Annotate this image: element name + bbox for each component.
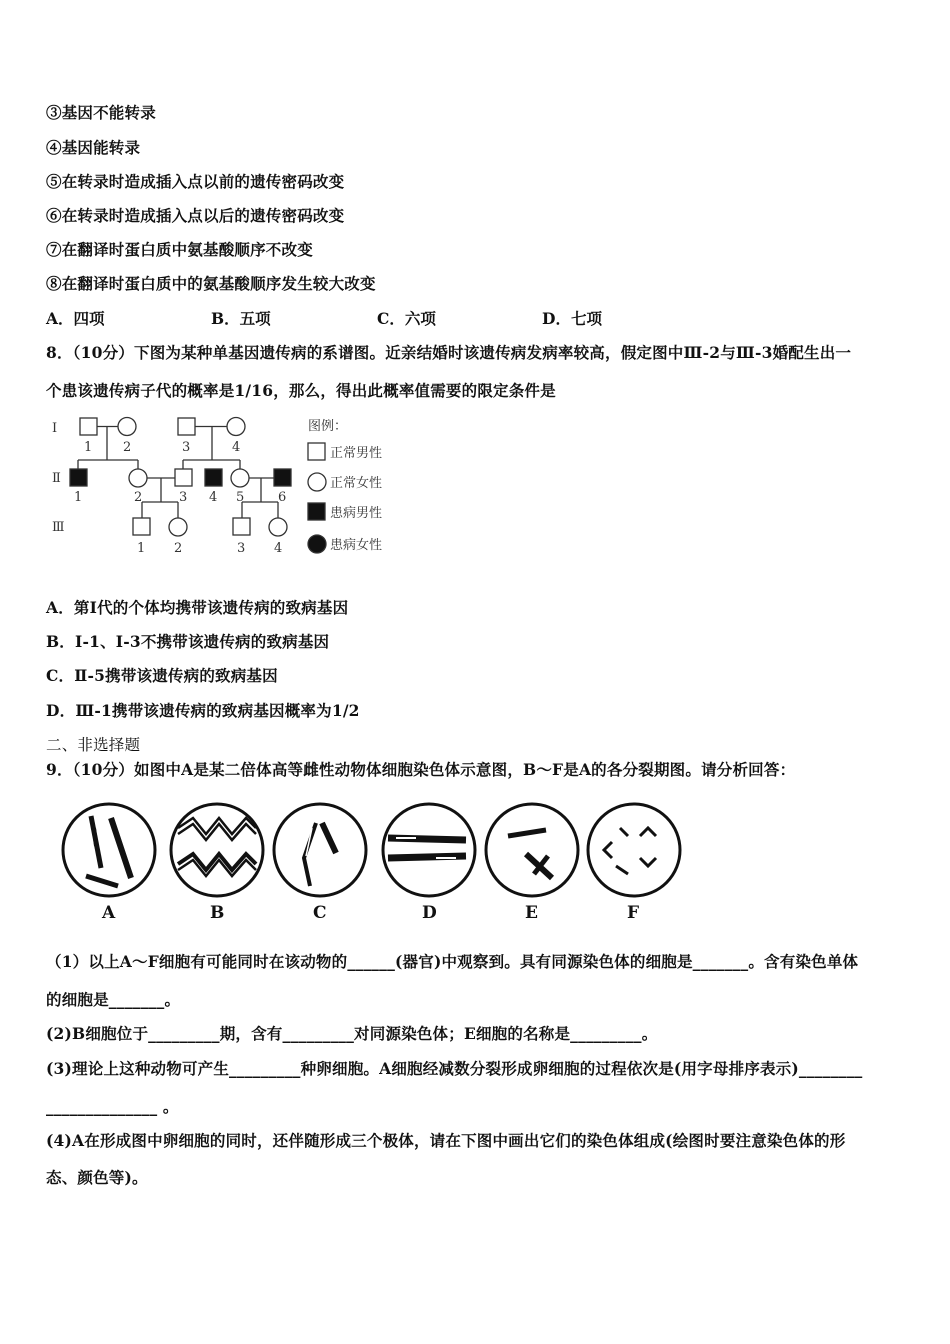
q9-stem: 9．（10分）如图中A是某二倍体高等雌性动物体细胞染色体示意图，B～F是A的各分裂期图。请分析回答： <box>46 760 796 779</box>
q7-option-c[interactable]: C．六项 <box>377 309 436 328</box>
gen-3-label: Ⅲ <box>52 520 65 535</box>
q7-option-b[interactable]: B．五项 <box>211 309 271 328</box>
q8-option-d[interactable]: D．Ⅲ-1携带该遗传病的致病基因概率为1/2 <box>46 701 360 720</box>
legend-normal-female: 正常女性 <box>330 476 383 491</box>
q7-item-8: ⑧在翻译时蛋白质中的氨基酸顺序发生较大改变 <box>46 274 376 293</box>
q8-stem-line2: 个患该遗传病子代的概率是1/16，那么，得出此概率值需要的限定条件是 <box>46 381 556 400</box>
svg-text:2: 2 <box>123 440 132 455</box>
cell-label-a: A <box>102 903 116 923</box>
svg-text:3: 3 <box>237 541 246 556</box>
q8-stem-line1: 8．（10分）下图为某种单基因遗传病的系谱图。近亲结婚时该遗传病发病率较高，假定图中Ⅲ-2与Ⅲ-3婚配生出一 <box>46 343 852 362</box>
legend-title: 图例： <box>308 419 348 434</box>
gen-2-label: Ⅱ <box>52 471 61 486</box>
svg-text:2: 2 <box>134 490 143 505</box>
q7-item-4: ④基因能转录 <box>46 138 141 157</box>
section-heading: 二、非选择题 <box>46 736 141 754</box>
q9-sub2: (2)B细胞位于_________期，含有_________对同源染色体；E细胞的名称是_________。 <box>46 1024 658 1043</box>
q7-item-6: ⑥在转录时造成插入点以后的遗传密码改变 <box>46 206 345 225</box>
svg-text:6: 6 <box>278 490 287 505</box>
q7-item-7: ⑦在翻译时蛋白质中氨基酸顺序不改变 <box>46 240 313 259</box>
svg-text:4: 4 <box>232 440 241 455</box>
q8-option-b[interactable]: B．Ⅰ-1、Ⅰ-3不携带该遗传病的致病基因 <box>46 632 330 651</box>
q9-sub1-line1: （1）以上A～F细胞有可能同时在该动物的______(器官)中观察到。具有同源染色体的细胞是_______。含有染色单体 <box>46 952 859 971</box>
pedigree-diagram <box>46 410 416 560</box>
svg-text:3: 3 <box>179 490 188 505</box>
cell-label-c: C <box>313 903 327 923</box>
legend-normal-male: 正常男性 <box>330 446 383 461</box>
q8-option-c[interactable]: C．Ⅱ-5携带该遗传病的致病基因 <box>46 666 278 685</box>
cell-label-b: B <box>210 903 225 923</box>
q9-sub4-line2: 态、颜色等)。 <box>46 1168 148 1187</box>
svg-text:3: 3 <box>182 440 191 455</box>
q9-sub1-line2: 的细胞是_______。 <box>46 990 181 1009</box>
q7-option-a[interactable]: A．四项 <box>46 309 105 328</box>
svg-text:5: 5 <box>236 490 245 505</box>
cell-label-d: D <box>422 903 437 923</box>
q7-item-3: ③基因不能转录 <box>46 103 156 122</box>
svg-text:1: 1 <box>74 490 83 505</box>
legend-affected-male: 患病男性 <box>330 506 383 521</box>
cell-label-f: F <box>627 903 640 923</box>
svg-text:1: 1 <box>84 440 93 455</box>
legend-affected-female: 患病女性 <box>330 538 383 553</box>
svg-text:1: 1 <box>137 541 146 556</box>
q8-option-a[interactable]: A．第Ⅰ代的个体均携带该遗传病的致病基因 <box>46 598 349 617</box>
q9-sub3-line2: ______________ 。 <box>46 1097 179 1116</box>
cell-label-e: E <box>525 903 538 923</box>
gen-1-label: Ⅰ <box>52 421 58 436</box>
q7-item-5: ⑤在转录时造成插入点以前的遗传密码改变 <box>46 172 345 191</box>
cell-division-figure <box>56 798 686 923</box>
svg-text:4: 4 <box>209 490 218 505</box>
svg-text:2: 2 <box>174 541 183 556</box>
svg-text:4: 4 <box>274 541 283 556</box>
q9-sub3-line1: (3)理论上这种动物可产生_________种卵细胞。A细胞经减数分裂形成卵细胞的过程依次是(用字母排序表示)________ <box>46 1059 863 1078</box>
q7-option-d[interactable]: D．七项 <box>542 309 602 328</box>
q9-sub4-line1: (4)A在形成图中卵细胞的同时，还伴随形成三个极体，请在下图中画出它们的染色体组成(绘图时要注意染色体的形 <box>46 1131 846 1150</box>
